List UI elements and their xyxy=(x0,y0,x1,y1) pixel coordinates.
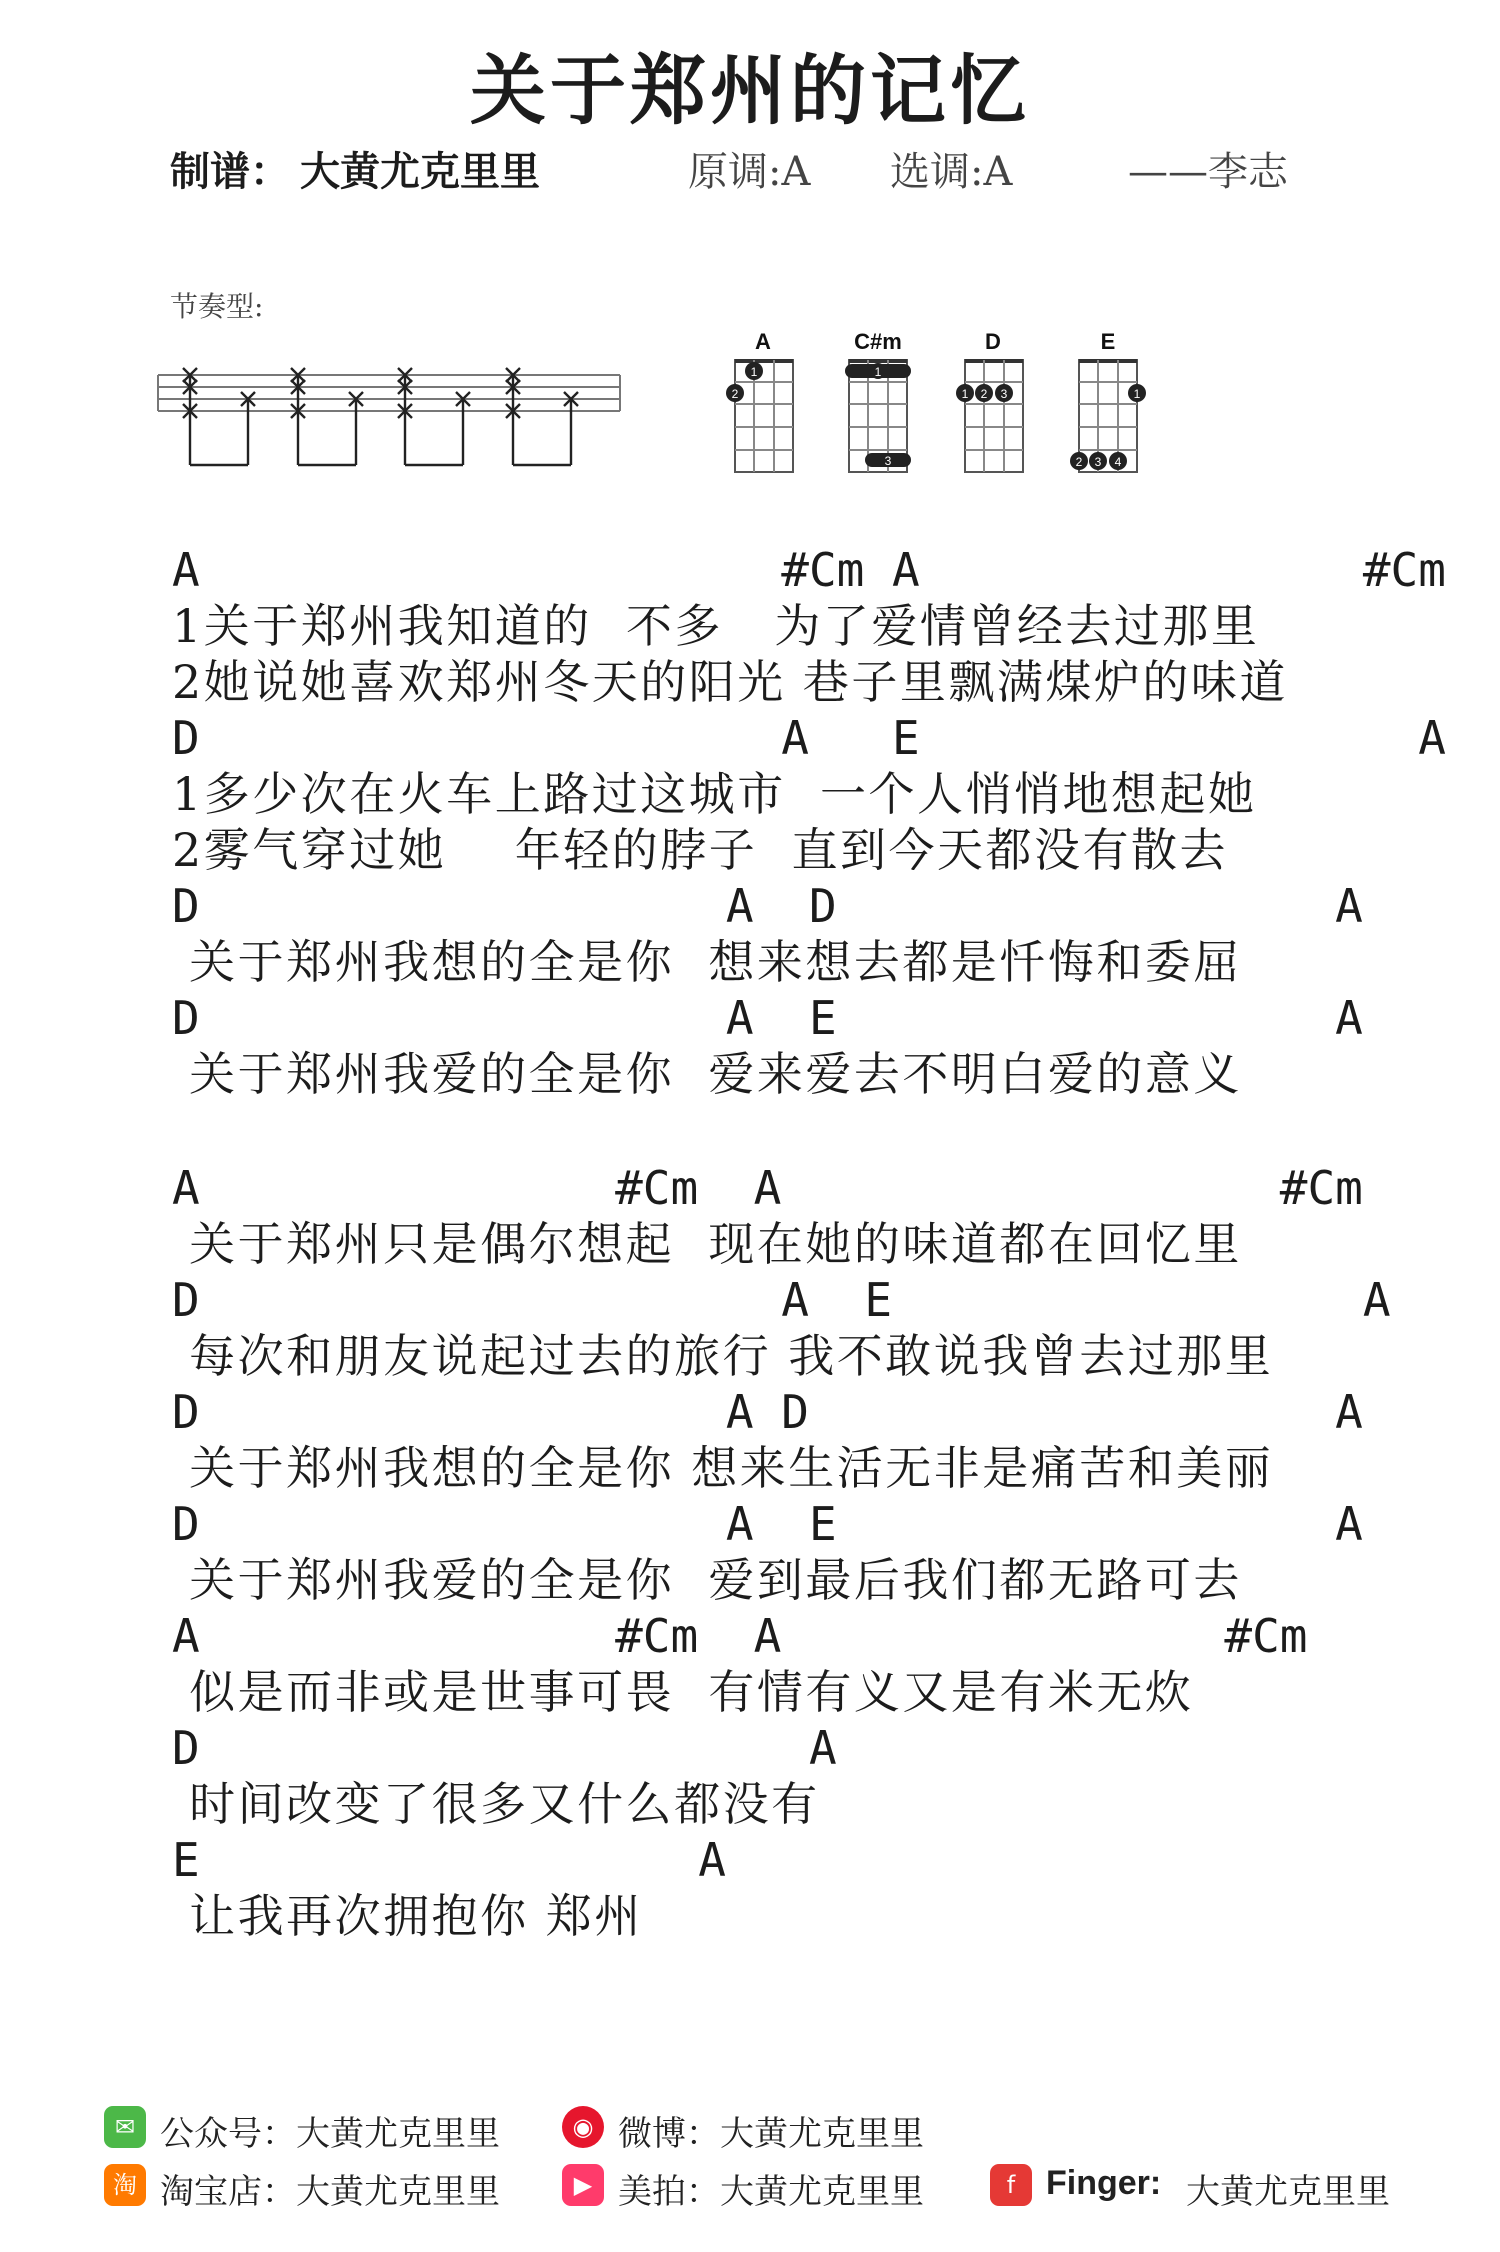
footer-weibo: 微博：大黄尤克里里 xyxy=(618,2114,924,2154)
svg-text:2: 2 xyxy=(980,387,988,401)
rhythm-label: 节奏型: xyxy=(170,290,264,323)
footer-finger-label: Finger: xyxy=(1046,2164,1162,2202)
svg-text:3: 3 xyxy=(1000,387,1008,401)
chord-csm-grid xyxy=(845,360,911,472)
svg-text:1: 1 xyxy=(750,365,758,379)
lyric-line: 2她说她喜欢郑州冬天的阳光 巷子里飘满煤炉的味道 xyxy=(172,655,1288,709)
svg-text:2: 2 xyxy=(1075,455,1083,469)
wechat-icon: ✉ xyxy=(104,2106,146,2148)
chord-diagram-d xyxy=(956,329,1023,472)
lyric-line: 时间改变了很多又什么都没有 xyxy=(172,1777,820,1831)
chord-line: A #Cm A #Cm xyxy=(172,543,1446,597)
song-title: 关于郑州的记忆 xyxy=(470,46,1030,135)
lyric-line: 关于郑州我爱的全是你 爱来爱去不明白爱的意义 xyxy=(172,1047,1242,1101)
chord-line: E A xyxy=(172,1833,726,1887)
weibo-icon: ◉ xyxy=(562,2106,604,2148)
finger-icon: f xyxy=(990,2164,1032,2206)
taobao-icon: 淘 xyxy=(104,2164,146,2206)
chord-line: D A E A xyxy=(172,1273,1391,1327)
author: ——李志 xyxy=(1128,149,1288,195)
footer-wechat: 公众号：大黄尤克里里 xyxy=(160,2114,500,2154)
chord-diagram-a xyxy=(726,329,793,472)
chord-line: D A xyxy=(172,1721,837,1775)
original-key: 原调:A xyxy=(688,149,811,195)
footer-finger-name: 大黄尤克里里 xyxy=(1186,2172,1390,2212)
rhythm-pattern-diagram xyxy=(150,355,630,485)
svg-text:2: 2 xyxy=(731,387,739,401)
svg-text:3: 3 xyxy=(1094,455,1102,469)
lyric-line: 每次和朋友说起过去的旅行 我不敢说我曾去过那里 xyxy=(172,1329,1274,1383)
footer-taobao: 淘宝店：大黄尤克里里 xyxy=(160,2172,500,2212)
lyric-line: 关于郑州只是偶尔想起 现在她的味道都在回忆里 xyxy=(172,1217,1242,1271)
svg-text:1: 1 xyxy=(961,387,969,401)
chord-a-grid xyxy=(726,360,793,472)
svg-text:1: 1 xyxy=(1133,387,1141,401)
chord-diagram-csm xyxy=(845,329,911,472)
lyric-line: 让我再次拥抱你 郑州 xyxy=(172,1889,643,1943)
lyric-line: 关于郑州我想的全是你 想来想去都是忏悔和委屈 xyxy=(172,935,1242,989)
chord-line: A #Cm A #Cm xyxy=(172,1161,1363,1215)
chord-e-grid xyxy=(1070,360,1146,472)
lyric-line: 1多少次在火车上路过这城市 一个人悄悄地想起她 xyxy=(172,767,1257,821)
chord-line: D A D A xyxy=(172,879,1363,933)
selected-key: 选调:A xyxy=(890,149,1013,195)
lyric-line: 似是而非或是世事可畏 有情有义又是有米无炊 xyxy=(172,1665,1194,1719)
svg-text:4: 4 xyxy=(1114,455,1122,469)
chord-diagrams xyxy=(715,325,1215,485)
chord-line: A #Cm A #Cm xyxy=(172,1609,1308,1663)
arranger-name: 大黄尤克里里 xyxy=(300,148,540,195)
chord-e-name: E xyxy=(1100,329,1116,354)
lyric-line: 关于郑州我爱的全是你 爱到最后我们都无路可去 xyxy=(172,1553,1242,1607)
lyric-line: 1关于郑州我知道的 不多 为了爱情曾经去过那里 xyxy=(172,599,1260,653)
svg-text:3: 3 xyxy=(884,454,892,468)
chord-line: D A E A xyxy=(172,1497,1363,1551)
chord-d-grid xyxy=(956,360,1023,472)
chord-line: D A D A xyxy=(172,1385,1363,1439)
footer-meipai: 美拍：大黄尤克里里 xyxy=(618,2172,924,2212)
svg-text:1: 1 xyxy=(874,365,882,379)
lyric-line: 2雾气穿过她 年轻的脖子 直到今天都没有散去 xyxy=(172,823,1228,877)
chord-d-name: D xyxy=(985,329,1001,354)
lyric-line: 关于郑州我想的全是你 想来生活无非是痛苦和美丽 xyxy=(172,1441,1274,1495)
chord-diagram-e xyxy=(1070,329,1146,472)
chord-csm-name: C#m xyxy=(854,329,902,354)
chord-line: D A E A xyxy=(172,991,1363,1045)
chord-a-name: A xyxy=(755,329,771,354)
arranger-label: 制谱： xyxy=(170,148,290,195)
chord-line: D A E A xyxy=(172,711,1446,765)
meipai-icon: ▶ xyxy=(562,2164,604,2206)
